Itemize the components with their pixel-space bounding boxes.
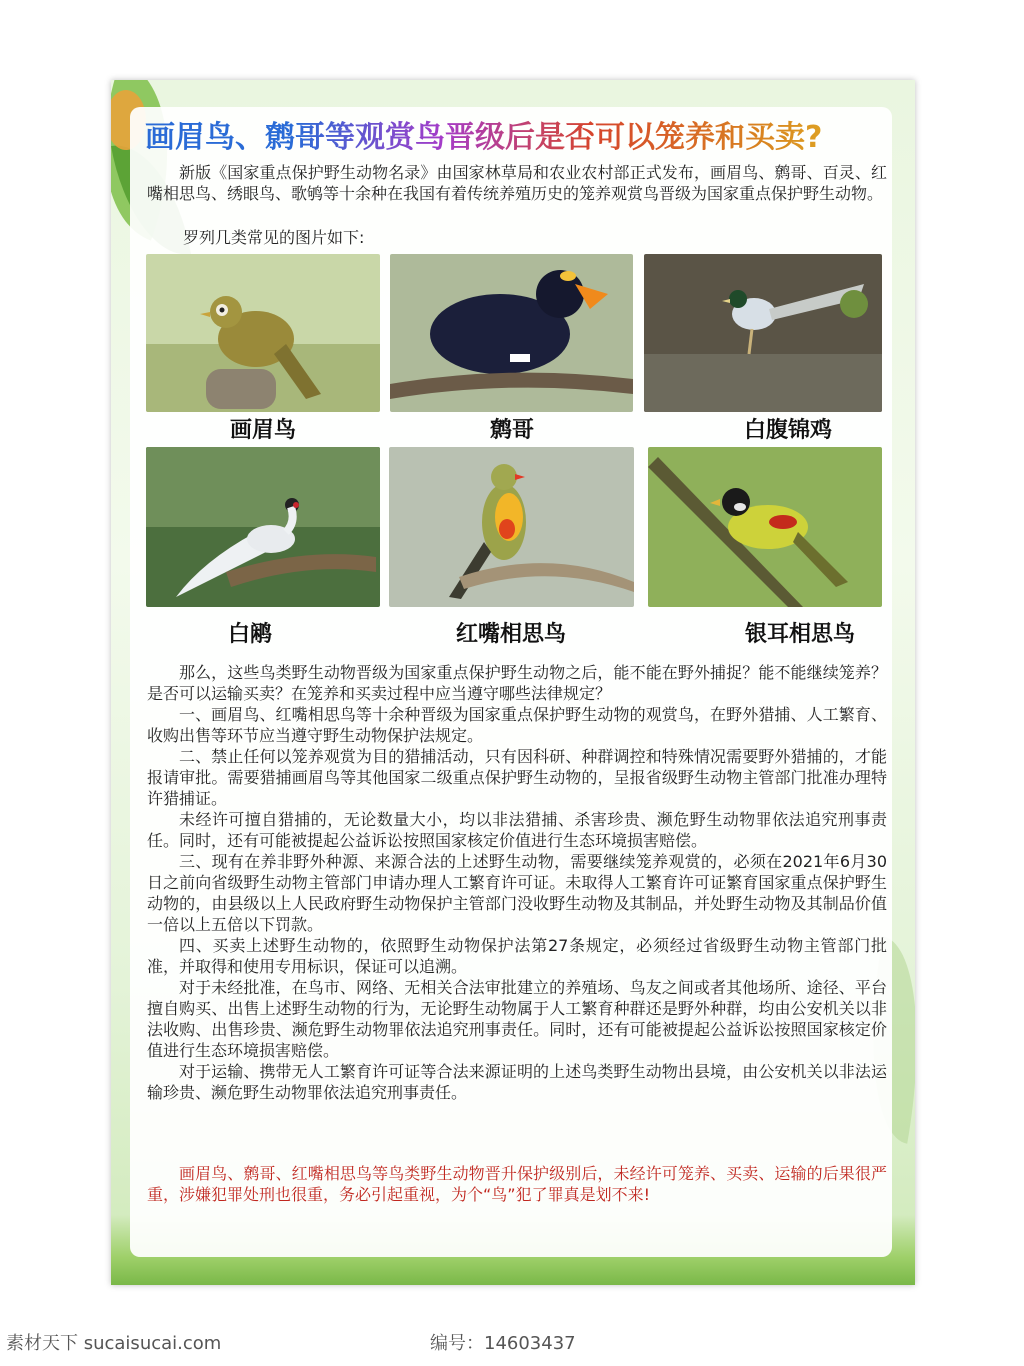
body-paragraph: 对于未经批准，在鸟市、网络、无相关合法审批建立的养殖场、鸟友之间或者其他场所、途径、平台擅自购买、出售上述野生动物的行为，无论野生动物属于人工繁育种群还是野外种群，均由公安机关以非法收购、出售珍贵、濒危野生动物罪依法追究刑事责任。同时，还有可能被提起公益诉讼按照国家核定价值进行生态环境损害赔偿。 [147, 978, 887, 1060]
body-paragraph: 一、画眉鸟、红嘴相思鸟等十余种晋级为国家重点保护野生动物的观赏鸟，在野外猎捕、人工繁育、收购出售等环节应当遵守野生动物保护法规定。 [147, 705, 887, 745]
leiothrix-photo [389, 447, 634, 607]
body-paragraph: 未经许可擅自猎捕的，无论数量大小，均以非法猎捕、杀害珍贵、濒危野生动物罪依法追究刑事责任。同时，还有可能被提起公益诉讼按照国家核定价值进行生态环境损害赔偿。 [147, 810, 887, 850]
bird-caption: 白腹锦鸡 [743, 418, 832, 443]
poster-title: 画眉鸟、鹩哥等观赏鸟晋级后是否可以笼养和买卖? [145, 116, 890, 160]
body-paragraph: 三、现有在养非野外种源、来源合法的上述野生动物，需要继续笼养观赏的，必须在2021年6月30日之前向省级野生动物主管部门申请办理人工繁育许可证。未取得人工繁育许可证繁育国家重点保护野生动物的，由县级以上人民政府野生动物保护主管部门没收野生动物及其制品，并处野生动物及其制品价值一倍以上五倍以下罚款。 [147, 852, 887, 934]
body-paragraph: 四、买卖上述野生动物的，依照野生动物保护法第27条规定，必须经过省级野生动物主管部门批准，并取得和使用专用标识，保证可以追溯。 [147, 936, 887, 976]
body-paragraph: 那么，这些鸟类野生动物晋级为国家重点保护野生动物之后，能不能在野外捕捉？能不能继续笼养？是否可以运输买卖？在笼养和买卖过程中应当遵守哪些法律规定？ [147, 663, 887, 703]
pheasant-photo [644, 254, 882, 412]
body-paragraph: 二、禁止任何以笼养观赏为目的猎捕活动，只有因科研、种群调控和特殊情况需要野外猎捕的，才能报请审批。需要猎捕画眉鸟等其他国家二级重点保护野生动物的，呈报省级野生动物主管部门批准办理特许猎捕证。 [147, 747, 887, 808]
intro-paragraph [147, 162, 887, 204]
bird-caption: 鹩哥 [489, 418, 534, 443]
intro-text: 新版《国家重点保护野生动物名录》由国家林草局和农业农村部正式发布，画眉鸟、鹩哥、百灵、红嘴相思鸟、绣眼鸟、歌鸲等十余种在我国有着传统养殖历史的笼养观赏鸟晋级为国家重点保护野生动物。 [147, 163, 887, 203]
warning-paragraph [147, 1163, 887, 1205]
myna-photo [390, 254, 633, 412]
site-watermark: 素材天下 sucaisucai.com [6, 1333, 222, 1354]
body-paragraph: 对于运输、携带无人工繁育许可证等合法来源证明的上述鸟类野生动物出县境，由公安机关以非法运输珍贵、濒危野生动物罪依法追究刑事责任。 [147, 1062, 887, 1102]
bird-caption: 白鹇 [227, 622, 272, 647]
bird-caption: 画眉鸟 [229, 418, 296, 443]
image-code: 编号：14603437 [430, 1333, 576, 1354]
warning-text: 画眉鸟、鹩哥、红嘴相思鸟等鸟类野生动物晋升保护级别后，未经许可笼养、买卖、运输的后果很严重，涉嫌犯罪处刑也很重，务必引起重视，为个“鸟”犯了罪真是划不来! [147, 1164, 887, 1204]
laughingthrush-photo [146, 254, 380, 412]
intro-label: 罗列几类常见的图片如下: [183, 228, 365, 247]
body-text [147, 662, 887, 1103]
bird-caption: 银耳相思鸟 [744, 622, 855, 647]
bird-caption: 红嘴相思鸟 [455, 622, 566, 647]
silver-eared-mesia-photo [648, 447, 882, 607]
silver-pheasant-photo [146, 447, 380, 607]
watermark-footer [0, 1317, 1024, 1366]
